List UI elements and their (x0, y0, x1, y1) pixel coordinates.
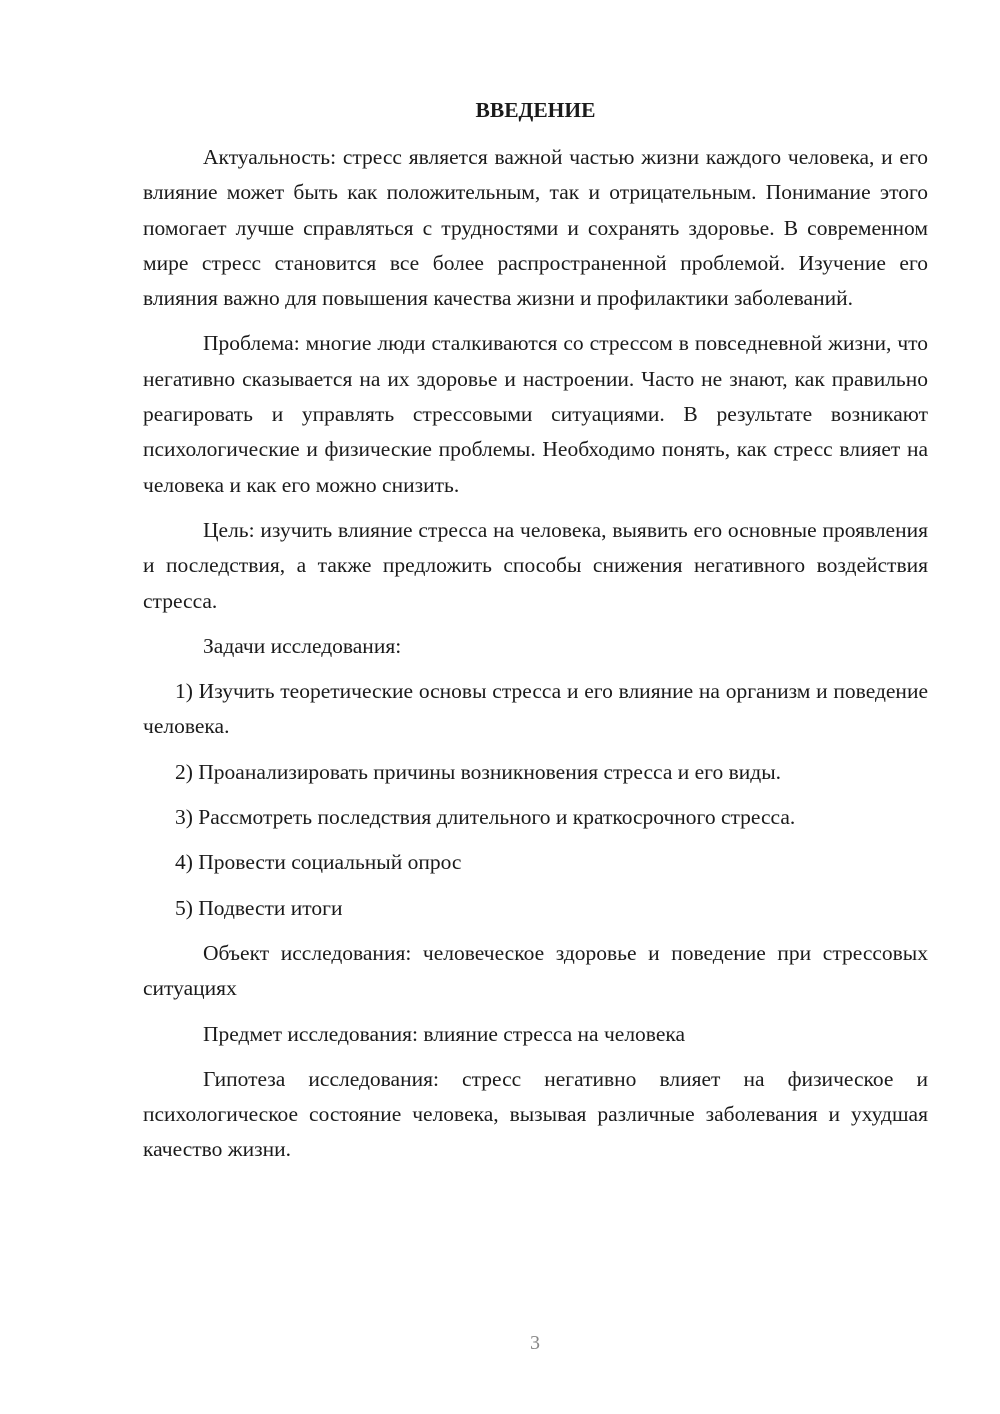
paragraph-object: Объект исследования: человеческое здоровье и поведение при стрессовых ситуациях (143, 940, 928, 1001)
list-item: 2) Проанализировать причины возникновения стресса и его виды. (175, 759, 782, 784)
tasks-heading: Задачи исследования: (203, 633, 402, 658)
list-item: 5) Подвести итоги (175, 895, 343, 920)
paragraph-subject: Предмет исследования: влияние стресса на человека (203, 1021, 686, 1046)
list-item: 1) Изучить теоретические основы стресса и его влияние на организм и поведение человека. (143, 679, 928, 739)
paragraph-goal: Цель: изучить влияние стресса на человека, выявить его основные проявления и последствия, а также предложить способы снижения негативного воздействия стресса. (143, 517, 928, 613)
tasks-list (143, 674, 928, 926)
page-title: ВВЕДЕНИЕ (475, 98, 596, 122)
list-item: 4) Провести социальный опрос (175, 850, 462, 875)
list-item: 3) Рассмотреть последствия длительного и краткосрочного стресса. (175, 805, 796, 830)
paragraph-relevance: Актуальность: стресс является важной частью жизни каждого человека, и его влияние может быть как положительным, так и отрицательным. Понимание этого помогает лучше справляться с трудностями и сохранять здоровье. В современном мире стресс становится все более распространенной проблемой. Изучение его влияния важно для повышения качества жизни и профилактики заболеваний. (143, 145, 928, 311)
paragraph-problem: Проблема: многие люди сталкиваются со стрессом в повседневной жизни, что негативно сказывается на их здоровье и настроении. Часто не знают, как правильно реагировать и управлять стрессовыми ситуациями. В результате возникают психологические и физические проблемы. Необходимо понять, как стресс влияет на человека и как его можно снизить. (143, 331, 928, 497)
page-number: 3 (530, 1332, 540, 1354)
document-page (143, 92, 928, 1178)
paragraph-hypothesis: Гипотеза исследования: стресс негативно влияет на физическое и психологическое состояние человека, вызывая различные заболевания и ухудшая качество жизни. (143, 1066, 928, 1162)
